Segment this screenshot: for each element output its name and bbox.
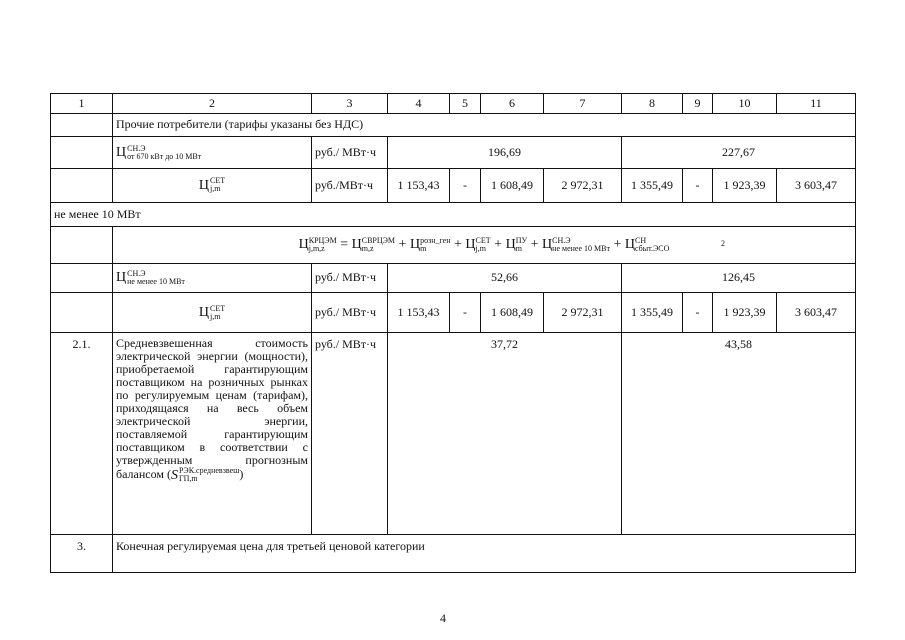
row-number: 2.1. [51,333,113,534]
value-cell: 227,67 [622,137,856,169]
value-cell: 1 923,39 [713,293,777,333]
value-cell: - [450,169,481,203]
value-cell: 1 153,43 [388,293,450,333]
table-row [51,169,856,203]
header-cell: 9 [683,94,713,114]
value-cell: 2 972,31 [544,169,622,203]
unit-cell: руб./ МВт·ч [312,263,388,293]
header-cell: 4 [388,94,450,114]
empty-cell [51,169,113,203]
value-cell: 126,45 [622,263,856,293]
value-cell: 1 923,39 [713,169,777,203]
section-title: Прочие потребители (тарифы указаны без НДС) [113,113,856,137]
value-cell: 37,72 [388,333,622,534]
unit-cell: руб./МВт·ч [312,169,388,203]
empty-cell [51,113,113,137]
table-row [51,263,856,293]
value-cell: 1 355,49 [622,169,683,203]
table-row [51,534,856,572]
header-cell: 8 [622,94,683,114]
value-cell: - [683,293,713,333]
value-cell: 1 608,49 [481,169,544,203]
section-title: не менее 10 МВт [51,202,856,226]
price-symbol: Ц СН.Э не менее 10 МВт [116,268,185,286]
table-row [51,333,856,534]
header-cell: 10 [713,94,777,114]
row-number: 3. [51,534,113,572]
value-cell: 2 972,31 [544,293,622,333]
price-symbol: Ц СЕТ j,m [198,176,226,194]
value-cell: 1 608,49 [481,293,544,333]
header-cell: 6 [481,94,544,114]
table-row [51,137,856,169]
empty-cell [51,137,113,169]
tariff-table [50,93,856,573]
empty-cell [51,293,113,333]
header-cell: 1 [51,94,113,114]
header-cell: 2 [113,94,312,114]
value-cell: - [450,293,481,333]
value-cell: 43,58 [622,333,856,534]
header-cell: 7 [544,94,622,114]
unit-cell: руб./ МВт·ч [312,333,388,534]
symbol-cell [113,169,312,203]
value-cell: 3 603,47 [777,169,856,203]
value-cell: 196,69 [388,137,622,169]
value-cell: - [683,169,713,203]
section-title: Конечная регулируемая цена для третьей ценовой категории [113,534,856,572]
row-description: Средневзвешенная стоимость электрической энергии (мощности), приобретаемой гарантирующим поставщиком на розничных рынках по регулируемым ценам (тарифам), приходящаяся на весь объем электрической энергии, поставляемой гарантирующим поставщиком в соответствии с утвержденным прогнозным балансом (S РЭК.средневзвеш ГП,m ) [113,333,312,534]
price-formula: Ц КРЦЭМ j,m,z = Ц СВРЦЭМ m,z + Ц розн_ген m + Ц СЕТ j,m + Ц ПУ m + Ц СН.Э не менее 10 МВт + Ц СН сбыт.ЭСО 2 [113,226,856,263]
header-row [51,94,856,114]
section-row-other [51,113,856,137]
page-number: 4 [440,611,446,625]
symbol-cell [113,293,312,333]
section-row-10mw [51,202,856,226]
footnote-marker: 2 [721,238,725,248]
empty-cell [51,263,113,293]
symbol-cell [113,137,312,169]
header-cell: 5 [450,94,481,114]
unit-cell: руб./ МВт·ч [312,293,388,333]
cost-symbol: S РЭК.средневзвеш ГП,m [170,466,240,484]
value-cell: 1 355,49 [622,293,683,333]
price-symbol: Ц СЕТ j,m [198,303,226,321]
unit-cell: руб./ МВт·ч [312,137,388,169]
empty-cell [51,226,113,263]
value-cell: 1 153,43 [388,169,450,203]
formula-row [51,226,856,263]
header-cell: 11 [777,94,856,114]
price-symbol: Ц СН.Э от 670 кВт до 10 МВт [116,143,202,161]
value-cell: 52,66 [388,263,622,293]
symbol-cell [113,263,312,293]
table-row [51,293,856,333]
value-cell: 3 603,47 [777,293,856,333]
header-cell: 3 [312,94,388,114]
